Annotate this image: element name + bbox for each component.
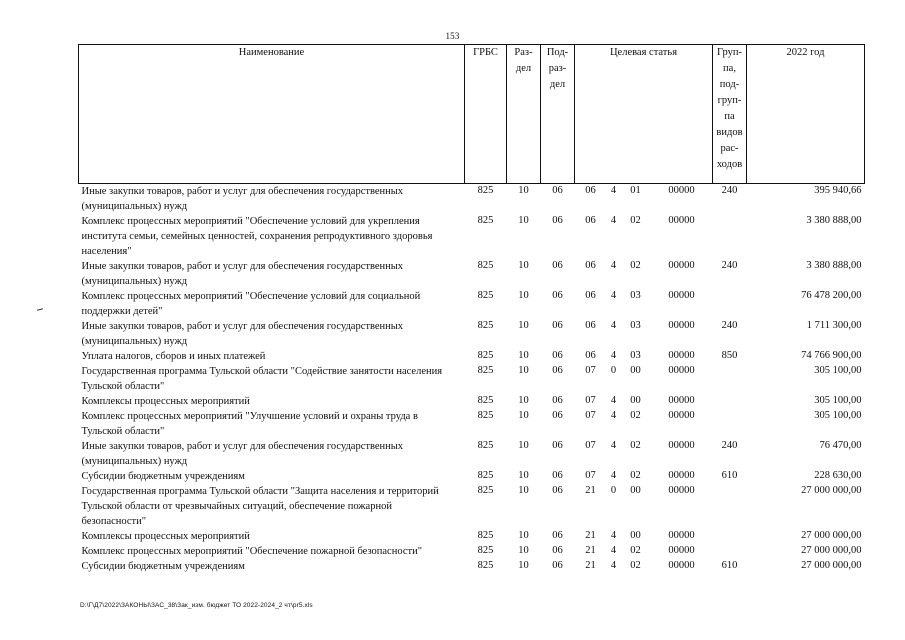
cell-razdel: 10 — [518, 185, 529, 196]
cell-tselevaya-program: 06 — [585, 290, 596, 301]
cell-name: Комплекс процессных мероприятий "Обеспечение пожарной безопасности" — [81, 546, 423, 557]
cell-name: Уплата налогов, сборов и иных платежей — [81, 351, 266, 362]
cell-podrazdel: 06 — [552, 395, 563, 406]
table-row — [79, 259, 865, 289]
cell-razdel: 10 — [518, 260, 529, 271]
cell-tselevaya-type: 4 — [610, 290, 617, 301]
cell-amount-2022: 27 000 000,00 — [801, 485, 862, 496]
budget-table — [78, 44, 865, 574]
cell-razdel: 10 — [518, 350, 529, 361]
cell-razdel: 10 — [518, 440, 529, 451]
cell-name: Субсидии бюджетным учреждениям — [81, 471, 245, 482]
cell-tselevaya-program: 06 — [585, 350, 596, 361]
cell-tselevaya-element: 02 — [630, 440, 641, 451]
table-row — [79, 559, 865, 574]
cell-grbs: 825 — [477, 485, 494, 496]
cell-tselevaya-type: 4 — [610, 545, 617, 556]
cell-grbs: 825 — [477, 545, 494, 556]
cell-podrazdel: 06 — [552, 350, 563, 361]
table-row — [79, 214, 865, 259]
cell-razdel: 10 — [518, 365, 529, 376]
cell-amount-2022: 27 000 000,00 — [801, 560, 862, 571]
cell-name: Комплекс процессных мероприятий "Обеспечение условий для социальной поддержки детей" — [81, 291, 421, 317]
cell-tselevaya-program: 07 — [585, 470, 596, 481]
cell-vid-raskhodov: 850 — [721, 350, 738, 361]
cell-amount-2022: 27 000 000,00 — [801, 545, 862, 556]
cell-tselevaya-direction: 00000 — [668, 185, 695, 196]
cell-tselevaya-program: 06 — [585, 215, 596, 226]
cell-tselevaya-element: 00 — [630, 485, 641, 496]
cell-tselevaya-type: 0 — [610, 485, 617, 496]
cell-tselevaya-direction: 00000 — [668, 395, 695, 406]
cell-grbs: 825 — [477, 440, 494, 451]
cell-tselevaya-program: 06 — [585, 185, 596, 196]
header-razdel: Раз- дел — [507, 45, 541, 184]
header-grbs: ГРБС — [465, 45, 507, 184]
cell-tselevaya-type: 0 — [610, 365, 617, 376]
cell-vid-raskhodov: 610 — [721, 470, 738, 481]
cell-amount-2022: 305 100,00 — [814, 395, 862, 406]
cell-podrazdel: 06 — [552, 365, 563, 376]
cell-vid-raskhodov — [713, 214, 747, 259]
cell-tselevaya-direction: 00000 — [668, 545, 695, 556]
cell-tselevaya-type: 4 — [610, 410, 617, 421]
cell-razdel: 10 — [518, 530, 529, 541]
cell-tselevaya-direction: 00000 — [668, 320, 695, 331]
cell-tselevaya-direction: 00000 — [668, 260, 695, 271]
cell-tselevaya-element: 02 — [630, 215, 641, 226]
cell-podrazdel: 06 — [552, 545, 563, 556]
header-podrazdel: Под- раз- дел — [541, 45, 575, 184]
cell-podrazdel: 06 — [552, 215, 563, 226]
table-row — [79, 184, 865, 215]
cell-razdel: 10 — [518, 320, 529, 331]
cell-podrazdel: 06 — [552, 185, 563, 196]
cell-grbs: 825 — [477, 350, 494, 361]
cell-razdel: 10 — [518, 545, 529, 556]
cell-grbs: 825 — [477, 395, 494, 406]
cell-tselevaya-program: 21 — [585, 545, 596, 556]
cell-vid-raskhodov: 240 — [721, 260, 738, 271]
cell-name: Комплексы процессных мероприятий — [81, 396, 250, 407]
header-name: Наименование — [79, 45, 465, 184]
footer-file-path: D:\Г\Д7\2022\ЗАКОНЫ\ЗАС_38\Зак_изм. бюджет ТО 2022-2024_2 чт\pr5.xls — [80, 602, 313, 609]
cell-podrazdel: 06 — [552, 560, 563, 571]
table-row — [79, 529, 865, 544]
cell-podrazdel: 06 — [552, 410, 563, 421]
cell-tselevaya-program: 21 — [585, 485, 596, 496]
cell-tselevaya-type: 4 — [610, 560, 617, 571]
cell-tselevaya-program: 07 — [585, 395, 596, 406]
cell-vid-raskhodov — [713, 484, 747, 529]
cell-tselevaya-direction: 00000 — [668, 560, 695, 571]
cell-tselevaya-element: 02 — [630, 410, 641, 421]
cell-tselevaya-type: 4 — [610, 320, 617, 331]
cell-tselevaya-type: 4 — [610, 395, 617, 406]
cell-tselevaya-program: 07 — [585, 440, 596, 451]
cell-grbs: 825 — [477, 560, 494, 571]
cell-tselevaya-program: 21 — [585, 560, 596, 571]
cell-razdel: 10 — [518, 215, 529, 226]
table-row — [79, 349, 865, 364]
cell-grbs: 825 — [477, 290, 494, 301]
cell-amount-2022: 3 380 888,00 — [806, 260, 862, 271]
header-tselevaya-statya: Целевая статья — [575, 45, 713, 184]
cell-name: Иные закупки товаров, работ и услуг для обеспечения государственных (муниципальных) нужд — [81, 321, 404, 347]
cell-grbs: 825 — [477, 365, 494, 376]
cell-name: Государственная программа Тульской области "Содействие занятости населения Тульской области" — [81, 366, 443, 392]
cell-tselevaya-program: 07 — [585, 365, 596, 376]
cell-grbs: 825 — [477, 410, 494, 421]
cell-podrazdel: 06 — [552, 530, 563, 541]
cell-tselevaya-element: 00 — [630, 365, 641, 376]
cell-razdel: 10 — [518, 410, 529, 421]
cell-grbs: 825 — [477, 215, 494, 226]
cell-vid-raskhodov: 240 — [721, 185, 738, 196]
cell-tselevaya-program: 07 — [585, 410, 596, 421]
cell-amount-2022: 1 711 300,00 — [806, 320, 862, 331]
cell-grbs: 825 — [477, 260, 494, 271]
cell-tselevaya-direction: 00000 — [668, 485, 695, 496]
cell-amount-2022: 305 100,00 — [814, 365, 862, 376]
cell-name: Государственная программа Тульской области "Защита населения и территорий Тульской области от чрезвычайных ситуаций, обеспечение пожарной безопасности" — [81, 486, 439, 527]
cell-razdel: 10 — [518, 290, 529, 301]
cell-razdel: 10 — [518, 395, 529, 406]
cell-tselevaya-element: 00 — [630, 530, 641, 541]
cell-amount-2022: 76 470,00 — [819, 440, 862, 451]
table-row — [79, 439, 865, 469]
table-row — [79, 484, 865, 529]
cell-amount-2022: 395 940,66 — [814, 185, 862, 196]
cell-amount-2022: 27 000 000,00 — [801, 530, 862, 541]
table-row — [79, 394, 865, 409]
cell-tselevaya-element: 03 — [630, 290, 641, 301]
cell-tselevaya-type: 4 — [610, 440, 617, 451]
cell-tselevaya-direction: 00000 — [668, 350, 695, 361]
cell-vid-raskhodov — [713, 529, 747, 544]
page-number: 153 — [445, 31, 460, 41]
cell-podrazdel: 06 — [552, 485, 563, 496]
table-row — [79, 544, 865, 559]
cell-vid-raskhodov: 240 — [721, 320, 738, 331]
cell-name: Комплекс процессных мероприятий "Обеспечение условий для укрепления института семьи, семейных ценностей, сохранения репродуктивного здоровья населения" — [81, 216, 433, 257]
cell-tselevaya-direction: 00000 — [668, 440, 695, 451]
cell-grbs: 825 — [477, 470, 494, 481]
cell-tselevaya-element: 02 — [630, 545, 641, 556]
cell-tselevaya-type: 4 — [610, 350, 617, 361]
cell-vid-raskhodov — [713, 409, 747, 439]
table-row — [79, 469, 865, 484]
cell-tselevaya-element: 01 — [630, 185, 641, 196]
cell-tselevaya-type: 4 — [610, 530, 617, 541]
cell-tselevaya-element: 00 — [630, 395, 641, 406]
cell-razdel: 10 — [518, 560, 529, 571]
cell-tselevaya-direction: 00000 — [668, 470, 695, 481]
cell-amount-2022: 76 478 200,00 — [801, 290, 862, 301]
cell-tselevaya-direction: 00000 — [668, 290, 695, 301]
cell-tselevaya-program: 21 — [585, 530, 596, 541]
table-body — [79, 184, 865, 575]
cell-tselevaya-program: 06 — [585, 260, 596, 271]
cell-podrazdel: 06 — [552, 260, 563, 271]
cell-tselevaya-element: 03 — [630, 350, 641, 361]
cell-amount-2022: 74 766 900,00 — [801, 350, 862, 361]
table-row — [79, 289, 865, 319]
scan-mark — [37, 308, 43, 311]
cell-tselevaya-element: 03 — [630, 320, 641, 331]
cell-podrazdel: 06 — [552, 470, 563, 481]
cell-name: Иные закупки товаров, работ и услуг для обеспечения государственных (муниципальных) нужд — [81, 441, 404, 467]
cell-name: Комплексы процессных мероприятий — [81, 531, 250, 542]
cell-tselevaya-type: 4 — [610, 260, 617, 271]
table-row — [79, 319, 865, 349]
table-row — [79, 409, 865, 439]
cell-vid-raskhodov: 240 — [721, 440, 738, 451]
cell-razdel: 10 — [518, 470, 529, 481]
cell-amount-2022: 3 380 888,00 — [806, 215, 862, 226]
header-year-2022: 2022 год — [747, 45, 865, 184]
cell-tselevaya-direction: 00000 — [668, 530, 695, 541]
cell-vid-raskhodov — [713, 289, 747, 319]
cell-podrazdel: 06 — [552, 290, 563, 301]
cell-name: Субсидии бюджетным учреждениям — [81, 561, 245, 572]
cell-grbs: 825 — [477, 530, 494, 541]
cell-tselevaya-direction: 00000 — [668, 410, 695, 421]
cell-grbs: 825 — [477, 185, 494, 196]
cell-tselevaya-type: 4 — [610, 470, 617, 481]
cell-tselevaya-type: 4 — [610, 215, 617, 226]
cell-amount-2022: 228 630,00 — [814, 470, 862, 481]
cell-name: Иные закупки товаров, работ и услуг для обеспечения государственных (муниципальных) нужд — [81, 186, 404, 212]
cell-tselevaya-program: 06 — [585, 320, 596, 331]
cell-tselevaya-element: 02 — [630, 470, 641, 481]
cell-tselevaya-direction: 00000 — [668, 215, 695, 226]
table-row — [79, 364, 865, 394]
cell-razdel: 10 — [518, 485, 529, 496]
cell-tselevaya-element: 02 — [630, 260, 641, 271]
cell-tselevaya-type: 4 — [610, 185, 617, 196]
cell-vid-raskhodov — [713, 544, 747, 559]
cell-vid-raskhodov — [713, 364, 747, 394]
cell-name: Комплекс процессных мероприятий "Улучшение условий и охраны труда в Тульской области" — [81, 411, 418, 437]
header-vid-raskhodov: Груп- па, под- груп- па видов рас- ходов — [713, 45, 747, 184]
cell-amount-2022: 305 100,00 — [814, 410, 862, 421]
cell-vid-raskhodov: 610 — [721, 560, 738, 571]
cell-tselevaya-element: 02 — [630, 560, 641, 571]
cell-podrazdel: 06 — [552, 320, 563, 331]
cell-name: Иные закупки товаров, работ и услуг для обеспечения государственных (муниципальных) нужд — [81, 261, 404, 287]
cell-grbs: 825 — [477, 320, 494, 331]
cell-vid-raskhodov — [713, 394, 747, 409]
cell-podrazdel: 06 — [552, 440, 563, 451]
cell-tselevaya-direction: 00000 — [668, 365, 695, 376]
